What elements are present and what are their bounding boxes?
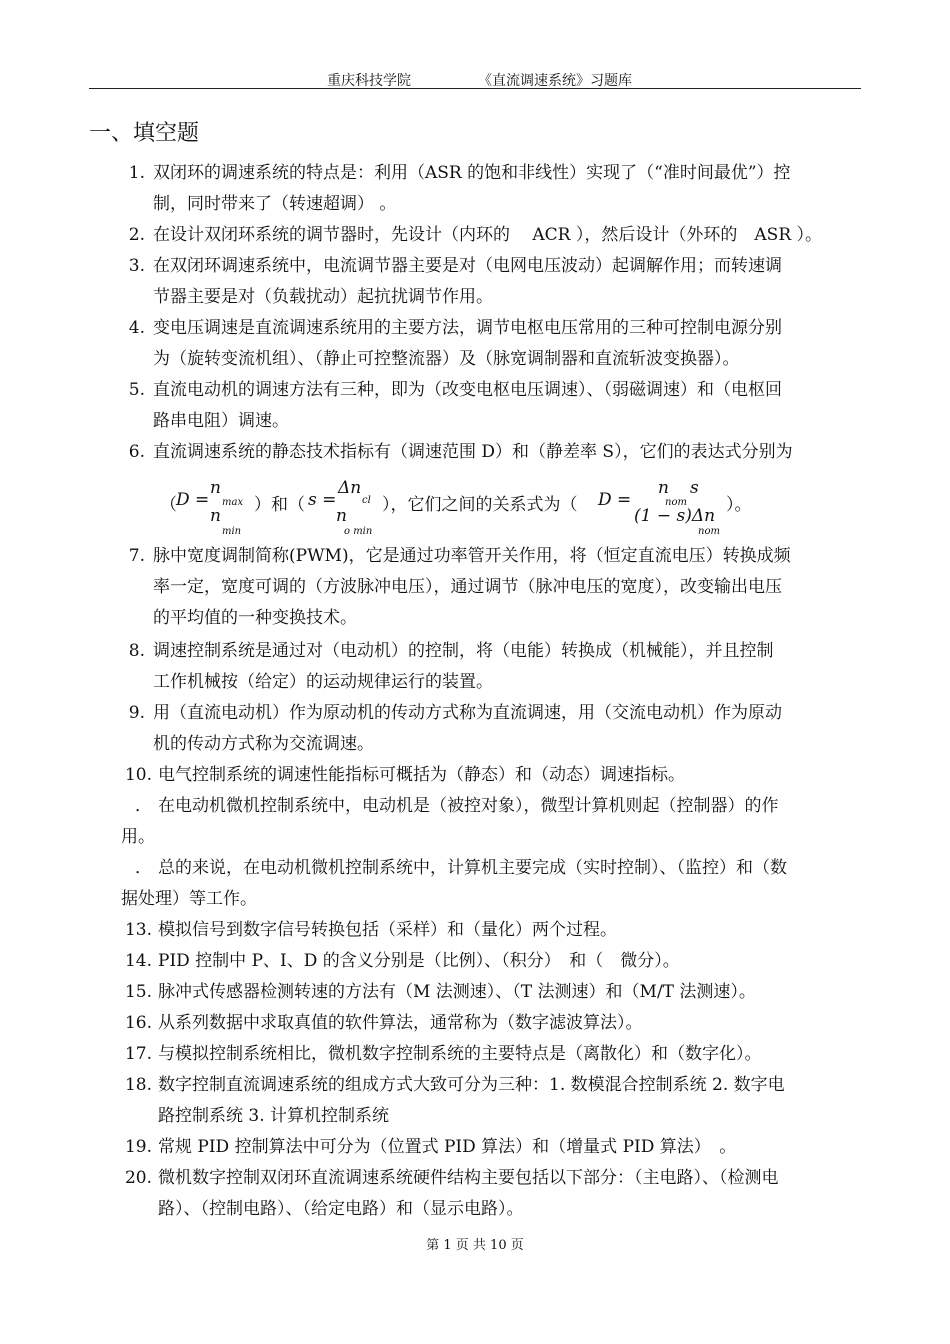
question-text-continued: 用。 <box>121 827 155 847</box>
question-text: 变电压调速是直流调速系统用的主要方法，调节电枢电压常用的三种可控制电源分别 <box>153 318 782 338</box>
question-text: 在双闭环调速系统中，电流调节器主要是对（电网电压波动）起调解作用；而转速调 <box>153 256 782 276</box>
question-text: 模拟信号到数字信号转换包括（采样）和（量化）两个过程。 <box>158 920 617 940</box>
formula-n-nom: n <box>658 478 669 498</box>
formula-s2: s <box>690 478 699 498</box>
section-title: 一、填空题 <box>89 121 200 146</box>
formula-delta-n: Δn <box>338 478 362 498</box>
question-number: 2. <box>128 225 145 245</box>
formula-s: s = <box>308 490 337 510</box>
question-text-continued: 工作机械按（给定）的运动规律运行的装置。 <box>153 672 493 692</box>
question-text: 电气控制系统的调速性能指标可概括为（静态）和（动态）调速指标。 <box>158 765 685 785</box>
question-text-continued: 路）、（控制电路）、（给定电路）和（显示电路）。 <box>158 1199 524 1219</box>
question-number: 17. <box>124 1044 152 1064</box>
formula-close: ）。 <box>726 495 752 515</box>
question-text: PID 控制中 P、I、D 的含义分别是（比例）、（积分） 和（ 微分）。 <box>158 951 680 971</box>
formula-nom-sub1: nom <box>665 497 687 508</box>
question-number: 9. <box>128 703 145 723</box>
question-text: 调速控制系统是通过对（电动机）的控制，将（电能）转换成（机械能），并且控制 <box>153 641 774 661</box>
question-number: 13. <box>124 920 152 940</box>
formula-and: ）和（ <box>254 495 305 515</box>
question-text-continued: 制，同时带来了（转速超调） 。 <box>153 194 397 214</box>
question-text-continued: 路控制系统 3. 计算机控制系统 <box>158 1106 390 1126</box>
formula-d2: D = <box>598 490 632 510</box>
question-number: ． <box>135 858 152 878</box>
question-text: 在设计双闭环系统的调节器时，先设计（内环的 ACR ），然后设计（外环的 ASR ）。 <box>153 225 823 245</box>
header-book-title: 《直流调速系统》习题库 <box>478 73 632 89</box>
question-number: 6. <box>128 442 145 462</box>
question-text: 直流调速系统的静态技术指标有（调速范围 D）和（静差率 S），它们的表达式分别为 <box>153 442 793 462</box>
formula-min-sub: min <box>222 526 242 537</box>
formula-open: （ <box>160 495 177 515</box>
question-number: 7. <box>128 546 145 566</box>
header-rule <box>89 88 861 89</box>
question-number: 8. <box>128 641 145 661</box>
question-number: 14. <box>124 951 152 971</box>
question-text: 总的来说，在电动机微机控制系统中，计算机主要完成（实时控制）、（监控）和（数 <box>158 858 787 878</box>
question-text-continued: 路串电阻）调速。 <box>153 411 289 431</box>
question-number: 19. <box>124 1137 152 1157</box>
formula-n-max: n <box>210 478 221 498</box>
formula-d: D = <box>176 490 210 510</box>
question-text-continued: 据处理）等工作。 <box>121 889 257 909</box>
formula-cl-sub: cl <box>362 495 371 506</box>
page-header <box>0 66 950 89</box>
formula-nom-sub2: nom <box>698 526 720 537</box>
question-number: 16. <box>124 1013 152 1033</box>
question-number: 5. <box>128 380 145 400</box>
question-text: 从系列数据中求取真值的软件算法，通常称为（数字滤波算法）。 <box>158 1013 643 1033</box>
formula-n-omin: n <box>336 506 347 526</box>
formula-omin-sub: o min <box>344 526 373 537</box>
question-text: 微机数字控制双闭环直流调速系统硬件结构主要包括以下部分：（主电路）、（检测电 <box>158 1168 779 1188</box>
formula-denominator: (1 − s)Δn <box>634 506 716 526</box>
formula-n-min: n <box>210 506 221 526</box>
question-text-continued: 机的传动方式称为交流调速。 <box>153 734 374 754</box>
question-number: 4. <box>128 318 145 338</box>
question-text: 直流电动机的调速方法有三种，即为（改变电枢电压调速）、（弱磁调速）和（电枢回 <box>153 380 782 400</box>
question-text: 与模拟控制系统相比，微机数字控制系统的主要特点是（离散化）和（数字化）。 <box>158 1044 762 1064</box>
header-school: 重庆科技学院 <box>327 73 411 89</box>
formula-max-sub: max <box>222 497 244 508</box>
question-number: 3. <box>128 256 145 276</box>
question-number: 18. <box>124 1075 152 1095</box>
question-text: 在电动机微机控制系统中，电动机是（被控对象），微型计算机则起（控制器）的作 <box>158 796 779 816</box>
question-text: 双闭环的调速系统的特点是：利用（ASR 的饱和非线性）实现了（“准时间最优”）控 <box>153 163 791 183</box>
question-text: 脉冲式传感器检测转速的方法有（M 法测速）、（T 法测速）和（M/T 法测速）。 <box>158 982 756 1002</box>
question-text: 脉中宽度调制简称(PWM)，它是通过功率管开关作用，将（恒定直流电压）转换成频 <box>153 546 791 566</box>
question-text-continued: 为（旋转变流机组）、（静止可控整流器）及（脉宽调制器和直流斩波变换器）。 <box>153 349 740 369</box>
formula-line <box>160 478 800 538</box>
page-footer: 第 1 页 共 10 页 <box>426 1238 524 1253</box>
question-text: 用（直流电动机）作为原动机的传动方式称为直流调速，用（交流电动机）作为原动 <box>153 703 782 723</box>
question-number: 10. <box>124 765 152 785</box>
question-number: 15. <box>124 982 152 1002</box>
question-text: 数字控制直流调速系统的组成方式大致可分为三种：1. 数模混合控制系统 2. 数字电 <box>158 1075 785 1095</box>
question-number: 1. <box>128 163 145 183</box>
question-text: 常规 PID 控制算法中可分为（位置式 PID 算法）和（增量式 PID 算法） 。 <box>158 1137 737 1157</box>
question-text-continued: 率一定，宽度可调的（方波脉冲电压），通过调节（脉冲电压的宽度），改变输出电压 <box>153 577 782 597</box>
formula-relation: ），它们之间的关系式为（ <box>382 495 578 515</box>
question-number: 20. <box>124 1168 152 1188</box>
question-number: ． <box>135 796 152 816</box>
question-text-continued: 的平均值的一种变换技术。 <box>153 608 357 628</box>
question-text-continued: 节器主要是对（负载扰动）起抗扰调节作用。 <box>153 287 493 307</box>
